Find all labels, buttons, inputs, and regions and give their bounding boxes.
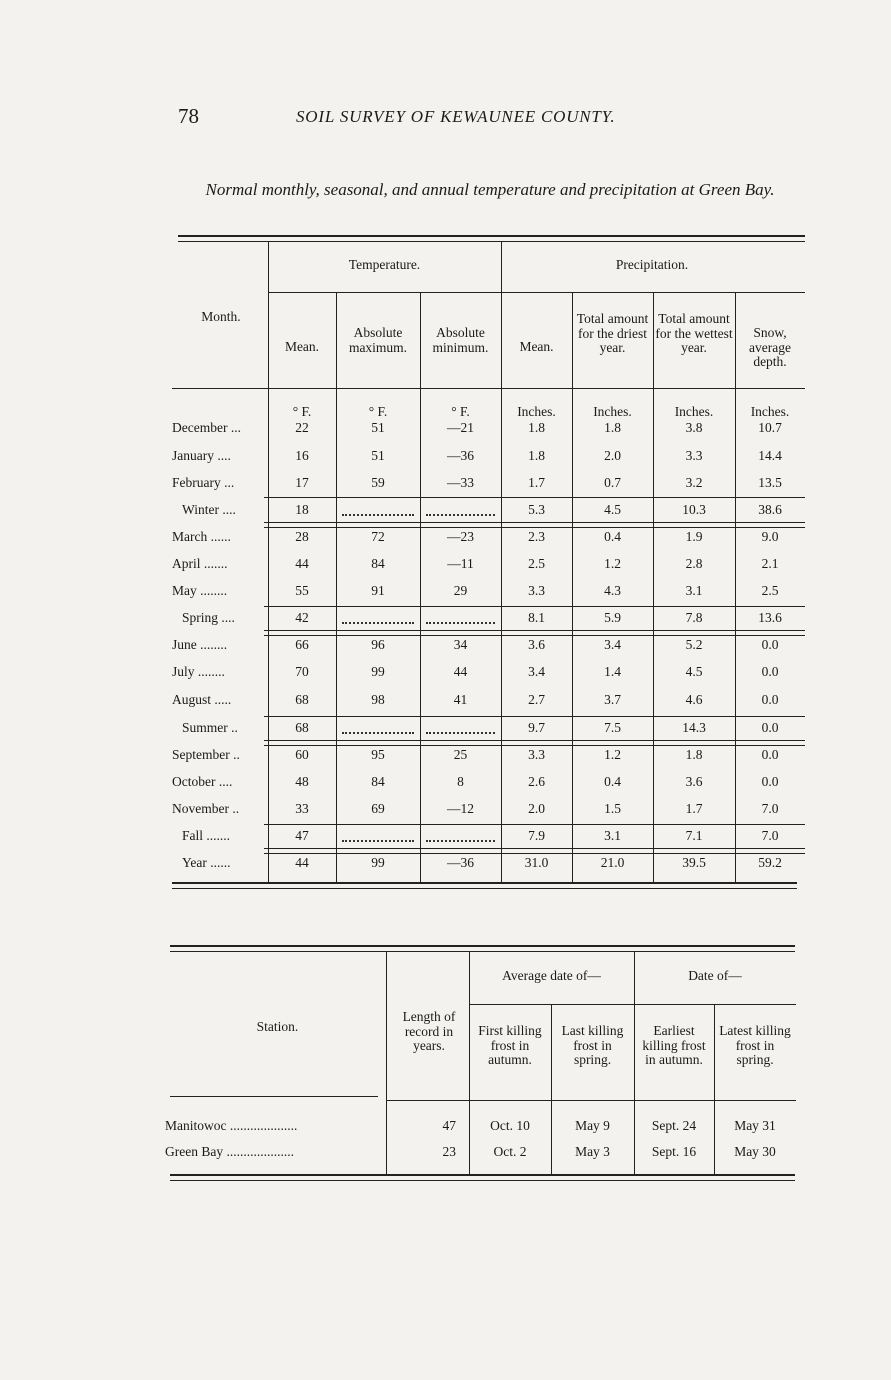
table-cell: —12	[447, 801, 474, 816]
table-cell: 10.3	[682, 502, 706, 517]
table-cell: 21.0	[600, 855, 625, 870]
table-cell: 59	[371, 475, 385, 490]
table-cell: 4.5	[604, 502, 621, 517]
record-length: 47	[442, 1118, 456, 1133]
table-cell: 72	[371, 529, 385, 544]
table-cell: 0.4	[604, 774, 621, 789]
table-cell: 5.3	[528, 502, 545, 517]
row-label: July ........	[172, 664, 225, 679]
table-cell: 68	[295, 720, 309, 735]
table-cell: 70	[295, 664, 309, 679]
table-cell: 0.7	[604, 475, 621, 490]
table-cell: 9.0	[761, 529, 779, 544]
table-cell: 59.2	[758, 855, 782, 870]
unit-label: Inches.	[517, 404, 556, 419]
month-header: Month.	[201, 309, 241, 324]
table-cell: 7.8	[685, 610, 703, 625]
row-label: March ......	[172, 529, 231, 544]
table-cell: 0.0	[761, 747, 779, 762]
dotted-leader	[342, 840, 414, 842]
table-cell: 60	[295, 747, 309, 762]
table-cell: —36	[447, 855, 474, 870]
table-cell: 84	[371, 556, 385, 571]
frost-date: Sept. 24	[651, 1118, 697, 1133]
table-cell: 51	[371, 448, 385, 463]
column-header: Mean.	[284, 339, 320, 354]
table-cell: 9.7	[528, 720, 545, 735]
table-cell: 0.0	[761, 637, 779, 652]
row-label: Year ......	[182, 855, 231, 870]
table-cell: 16	[295, 448, 309, 463]
row-label: Summer ..	[182, 720, 238, 735]
table-cell: 66	[295, 637, 309, 652]
table-cell: 38.6	[758, 502, 782, 517]
table-cell: 10.7	[758, 420, 782, 435]
unit-label: Inches.	[750, 404, 790, 419]
table-cell: 0.0	[761, 692, 779, 707]
column-header: Absolute maximum.	[348, 325, 408, 355]
table-cell: 5.2	[685, 637, 703, 652]
table-cell: 44	[295, 556, 309, 571]
table-cell: 1.2	[604, 556, 621, 571]
row-label: December ...	[172, 420, 241, 435]
row-label: February ...	[172, 475, 235, 490]
table-caption: Normal monthly, seasonal, and annual temperature and precipitation at Green Bay.	[205, 180, 775, 199]
row-label: Fall .......	[182, 828, 231, 843]
table-cell: 33	[295, 801, 309, 816]
table-cell: 8.1	[528, 610, 545, 625]
frost-date: May 9	[575, 1118, 610, 1133]
table-cell: 3.8	[685, 420, 703, 435]
dotted-leader	[426, 840, 495, 842]
table-cell: 0.4	[604, 529, 621, 544]
dotted-leader	[342, 622, 414, 624]
table-cell: 25	[453, 747, 468, 762]
frost-column-header: First killing frost in autumn.	[478, 1023, 542, 1067]
table-cell: 1.2	[604, 747, 621, 762]
table-cell: 4.3	[604, 583, 621, 598]
average-date-header: Average date of—	[502, 968, 601, 983]
table-cell: 69	[371, 801, 385, 816]
row-label: Winter ....	[182, 502, 236, 517]
table-cell: 91	[371, 583, 385, 598]
station-header: Station.	[256, 1019, 299, 1034]
record-length: 23	[442, 1144, 456, 1159]
table-cell: 3.7	[604, 692, 621, 707]
table-cell: —21	[447, 420, 474, 435]
dotted-leader	[342, 514, 414, 516]
table-cell: 3.1	[604, 828, 621, 843]
temperature-group-header: Temperature.	[348, 257, 421, 272]
row-label: April .......	[172, 556, 228, 571]
table-cell: 4.6	[685, 692, 703, 707]
table-cell: 31.0	[524, 855, 549, 870]
table-cell: 5.9	[604, 610, 621, 625]
table-cell: 8	[457, 774, 464, 789]
frost-date: May 31	[734, 1118, 776, 1133]
table-cell: 2.6	[528, 774, 545, 789]
table-cell: 22	[295, 420, 309, 435]
table-cell: 2.5	[761, 583, 779, 598]
table-cell: 7.1	[685, 828, 703, 843]
table-cell: 4.5	[685, 664, 703, 679]
column-header: Total amount for the driest year.	[576, 311, 649, 355]
table-cell: 96	[371, 637, 385, 652]
table-cell: —33	[447, 475, 474, 490]
table-cell: 3.3	[528, 583, 545, 598]
length-header: Length of record in years.	[402, 1009, 456, 1053]
dotted-leader	[426, 622, 495, 624]
table-cell: 18	[295, 502, 309, 517]
table-cell: 0.0	[761, 720, 779, 735]
column-header: Mean.	[519, 339, 554, 354]
table-cell: 39.5	[682, 855, 706, 870]
table-cell: 2.3	[528, 529, 545, 544]
table-cell: 2.7	[528, 692, 545, 707]
table-cell: 1.7	[685, 801, 703, 816]
table-cell: 13.6	[758, 610, 782, 625]
table-cell: 2.0	[528, 801, 545, 816]
table-cell: 34	[453, 637, 468, 652]
table-cell: 7.0	[761, 828, 779, 843]
unit-label: ° F.	[292, 404, 312, 419]
row-label: October ....	[172, 774, 233, 789]
frost-date: Oct. 10	[490, 1118, 530, 1133]
frost-date: Oct. 2	[493, 1144, 527, 1159]
page-number: 78	[178, 104, 199, 128]
table-cell: 3.6	[528, 637, 545, 652]
table-cell: 2.0	[604, 448, 621, 463]
station-name: Green Bay ....................	[165, 1144, 294, 1159]
table-cell: 1.9	[685, 529, 703, 544]
table-cell: 3.4	[528, 664, 545, 679]
frost-date: May 30	[734, 1144, 776, 1159]
table-cell: 3.4	[604, 637, 621, 652]
table-cell: 42	[295, 610, 309, 625]
table-cell: 44	[295, 855, 309, 870]
table-cell: 3.6	[685, 774, 703, 789]
table-cell: 2.5	[528, 556, 545, 571]
column-header: Absolute minimum.	[432, 325, 489, 355]
table-cell: 1.8	[528, 420, 545, 435]
table-cell: —11	[447, 556, 474, 571]
row-label: September ..	[172, 747, 240, 762]
table-cell: 17	[295, 475, 309, 490]
table-cell: 3.3	[685, 448, 703, 463]
column-header: Total amount for the wettest year.	[655, 311, 733, 355]
precipitation-group-header: Precipitation.	[615, 257, 689, 272]
table-cell: 51	[371, 420, 385, 435]
row-label: May ........	[172, 583, 228, 598]
table-cell: 41	[453, 692, 468, 707]
table-cell: 2.8	[685, 556, 703, 571]
unit-label: Inches.	[674, 404, 714, 419]
date-of-header: Date of—	[688, 968, 742, 983]
table-cell: 95	[371, 747, 385, 762]
row-label: November ..	[172, 801, 240, 816]
table-cell: 1.7	[528, 475, 545, 490]
table-cell: 3.2	[685, 475, 703, 490]
row-label: August .....	[172, 692, 232, 707]
table-cell: 1.5	[604, 801, 621, 816]
table-cell: 84	[371, 774, 385, 789]
running-title: SOIL SURVEY OF KEWAUNEE COUNTY.	[296, 107, 616, 126]
unit-label: ° F.	[451, 404, 470, 419]
table-cell: 29	[453, 583, 468, 598]
table-cell: 1.8	[604, 420, 621, 435]
table-cell: 44	[453, 664, 468, 679]
frost-column-header: Latest killing frost in spring.	[719, 1023, 791, 1067]
frost-column-header: Earliest killing frost in autumn.	[642, 1023, 706, 1067]
table-cell: 7.0	[761, 801, 779, 816]
table-cell: 28	[295, 529, 309, 544]
table-cell: 55	[295, 583, 309, 598]
table-cell: 3.3	[528, 747, 545, 762]
table-cell: 14.3	[682, 720, 706, 735]
row-label: Spring ....	[182, 610, 235, 625]
table-cell: 13.5	[758, 475, 782, 490]
table-cell: 99	[371, 664, 385, 679]
column-header: Snow, average depth.	[749, 325, 791, 369]
table-cell: 1.8	[685, 747, 703, 762]
table-cell: 68	[295, 692, 309, 707]
table-cell: 0.0	[761, 664, 779, 679]
table-cell: 7.9	[528, 828, 545, 843]
table-cell: 48	[295, 774, 309, 789]
row-label: January ....	[172, 448, 231, 463]
frost-column-header: Last killing frost in spring.	[561, 1023, 624, 1067]
table-cell: 98	[371, 692, 385, 707]
frost-date: May 3	[575, 1144, 610, 1159]
table-cell: 1.4	[604, 664, 621, 679]
table-cell: 14.4	[758, 448, 782, 463]
table-cell: 3.1	[685, 583, 703, 598]
table-cell: 1.8	[528, 448, 545, 463]
dotted-leader	[426, 732, 495, 734]
table-cell: —23	[447, 529, 474, 544]
row-label: June ........	[172, 637, 228, 652]
table-cell: 0.0	[761, 774, 779, 789]
unit-label: Inches.	[593, 404, 632, 419]
frost-date: Sept. 16	[651, 1144, 697, 1159]
unit-label: ° F.	[368, 404, 388, 419]
dotted-leader	[426, 514, 495, 516]
station-name: Manitowoc ....................	[165, 1118, 298, 1133]
table-cell: 47	[295, 828, 309, 843]
table-cell: 99	[371, 855, 385, 870]
table-cell: —36	[447, 448, 474, 463]
table-cell: 2.1	[761, 556, 779, 571]
dotted-leader	[342, 732, 414, 734]
table-cell: 7.5	[604, 720, 621, 735]
